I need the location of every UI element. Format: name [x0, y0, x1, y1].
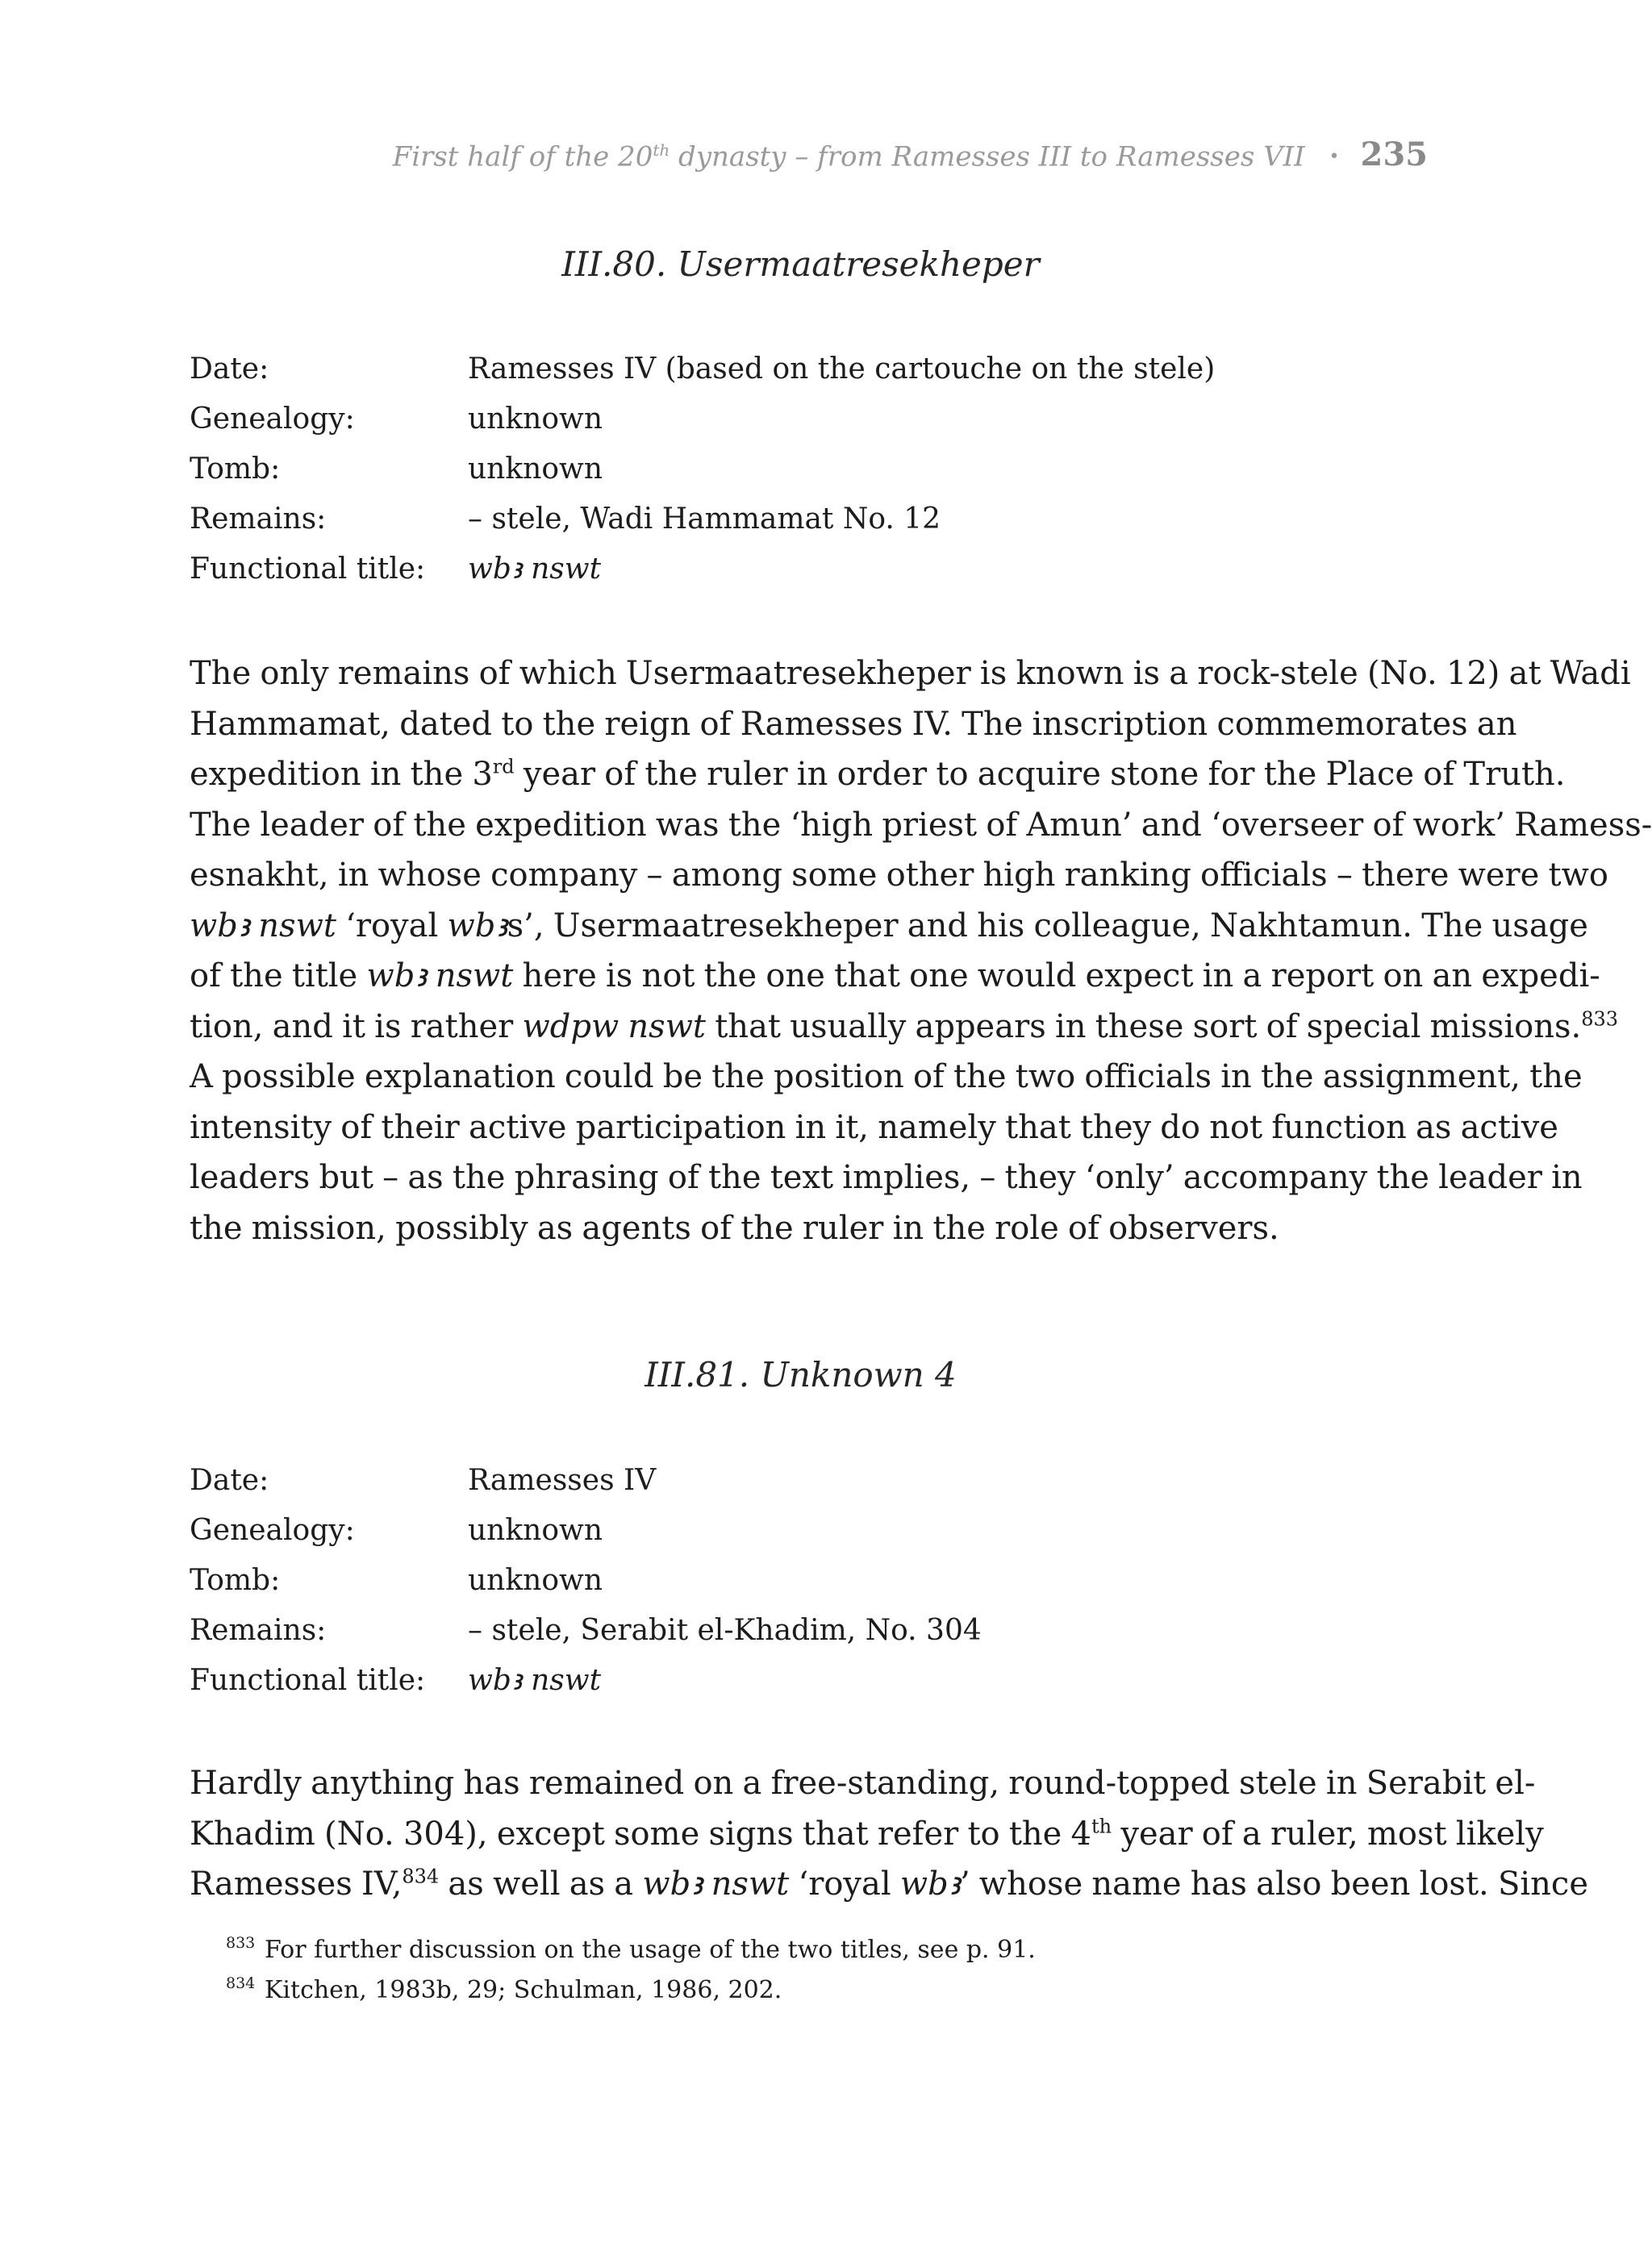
meta-value: wbꜣ nswt: [468, 1664, 602, 1697]
meta-row-functional-title: [190, 544, 1215, 594]
text-line: Ramesses IV,$^{834}$ as well as a wbꜣ nswt ‘royal wbꜣ’ whose name has also been lost. Since: [190, 1865, 1588, 1903]
text-line: Hammamat, dated to the reign of Ramesses IV. The inscription commemorates an: [190, 705, 1517, 743]
meta-label: Date:: [190, 1464, 269, 1497]
meta-row-date: [190, 1456, 982, 1506]
meta-value: unknown: [468, 1514, 603, 1547]
footnote-834: [226, 1970, 1036, 2011]
footnote-text: Kitchen, 1983b, 29; Schulman, 1986, 202.: [265, 1976, 782, 2004]
meta-label: Tomb:: [190, 452, 281, 486]
footnote-text: For further discussion on the usage of the two titles, see p. 91.: [265, 1936, 1036, 1964]
meta-row-remains: [190, 494, 1215, 544]
meta-value: unknown: [468, 452, 603, 486]
meta-row-genealogy: [190, 394, 1215, 444]
body-paragraph-iii-80: [190, 648, 1652, 1253]
meta-row-genealogy: [190, 1506, 982, 1556]
meta-value: Ramesses IV (based on the cartouche on the stele): [468, 352, 1216, 386]
running-head-title: First half of the 20th dynasty – from Ramesses III to Ramesses VII: [392, 140, 1305, 173]
text-line: Khadim (No. 304), except some signs that refer to the 4th year of a ruler, most likely: [190, 1815, 1544, 1853]
meta-label: Tomb:: [190, 1564, 281, 1597]
body-paragraph-iii-81: [190, 1758, 1588, 1910]
meta-row-date: [190, 344, 1215, 394]
text-line: the mission, possibly as agents of the ruler in the role of observers.: [190, 1209, 1279, 1247]
text-line: wbꜣ nswt ‘royal wbꜣs’, Usermaatresekheper and his colleague, Nakhtamun. The usage: [190, 907, 1588, 944]
meta-label: Genealogy:: [190, 1514, 355, 1547]
text-line: A possible explanation could be the position of the two officials in the assignment, the: [190, 1058, 1583, 1095]
text-line: of the title wbꜣ nswt here is not the one that one would expect in a report on an expedi-: [190, 957, 1600, 994]
text-line: The leader of the expedition was the ‘high priest of Amun’ and ‘overseer of work’ Ramess-: [190, 806, 1652, 844]
running-head-separator: •: [1329, 147, 1340, 167]
meta-label: Date:: [190, 352, 269, 386]
footnote-ref-834[interactable]: 834: [402, 1865, 440, 1888]
footnote-833: [226, 1930, 1036, 1970]
meta-value: – stele, Serabit el-Khadim, No. 304: [468, 1614, 982, 1647]
meta-value: unknown: [468, 402, 603, 436]
text-line: leaders but – as the phrasing of the text implies, – they ‘only’ accompany the leader in: [190, 1159, 1583, 1196]
entry-metadata-iii-80: [190, 344, 1215, 594]
footnotes: [226, 1930, 1036, 2011]
text-line: tion, and it is rather wdpw nswt that usually appears in these sort of special missions.$^{833}$: [190, 1007, 1619, 1045]
text-line: esnakht, in whose company – among some other high ranking officials – there were two: [190, 857, 1608, 894]
meta-label: Genealogy:: [190, 402, 355, 436]
text-line: expedition in the 3rd year of the ruler in order to acquire stone for the Place of Truth.: [190, 755, 1566, 793]
page-number: 235: [1360, 135, 1428, 173]
meta-row-tomb: [190, 444, 1215, 494]
entry-metadata-iii-81: [190, 1456, 982, 1706]
section-title-iii-81: III.81. Unknown 4: [645, 1355, 957, 1395]
footnote-ref-833[interactable]: 833: [1581, 1007, 1619, 1031]
meta-value: wbꜣ nswt: [468, 552, 602, 586]
footnote-number: 833: [226, 1934, 256, 1952]
meta-value: Ramesses IV: [468, 1464, 657, 1497]
meta-label: Functional title:: [190, 552, 426, 586]
meta-value: – stele, Wadi Hammamat No. 12: [468, 502, 941, 536]
meta-row-tomb: [190, 1556, 982, 1606]
text-line: Hardly anything has remained on a free-standing, round-topped stele in Serabit el-: [190, 1765, 1536, 1802]
meta-row-functional-title: [190, 1656, 982, 1706]
meta-value: unknown: [468, 1564, 603, 1597]
running-head: [393, 135, 1428, 173]
text-line: The only remains of which Usermaatresekheper is known is a rock-stele (No. 12) at Wadi: [190, 655, 1631, 692]
text-line: intensity of their active participation in it, namely that they do not function as active: [190, 1108, 1558, 1146]
meta-label: Remains:: [190, 1614, 327, 1647]
meta-label: Remains:: [190, 502, 327, 536]
footnote-number: 834: [226, 1974, 256, 1992]
section-title-iii-80: III.80. Usermaatresekheper: [561, 244, 1040, 284]
meta-row-remains: [190, 1606, 982, 1656]
meta-label: Functional title:: [190, 1664, 426, 1697]
